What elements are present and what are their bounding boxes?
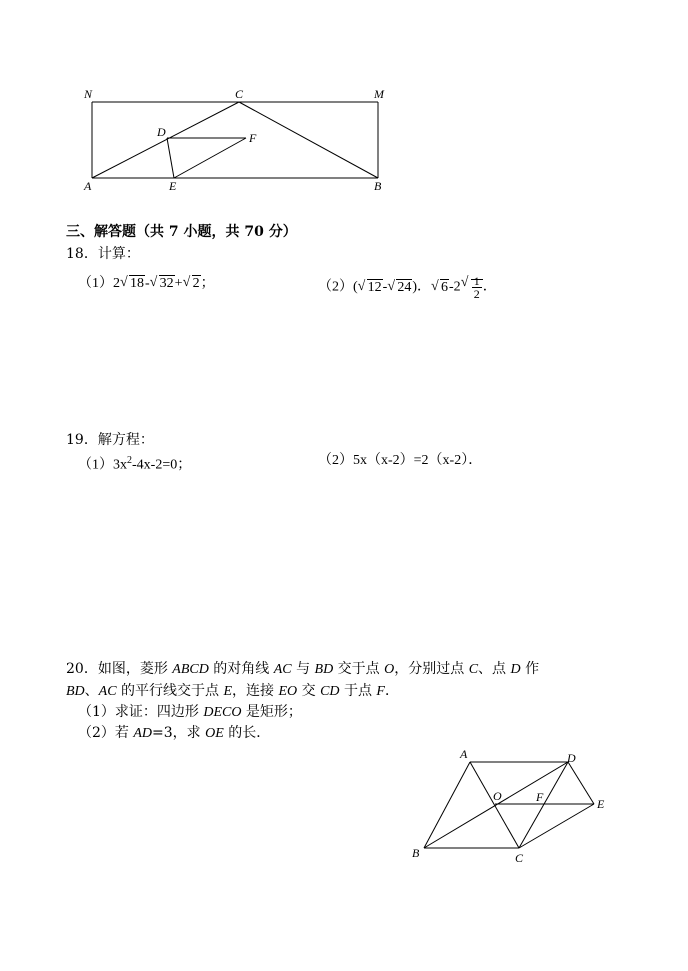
q18-p1-op1: - <box>145 276 150 291</box>
label-C: C <box>235 87 244 101</box>
q20-number: 20． <box>66 661 98 677</box>
q20-sub2-seg-2: =3，求 <box>152 725 206 741</box>
q20-line2-seg-7: 交 <box>297 683 321 699</box>
q18-p1-sqrt18: √ 18 <box>120 275 145 293</box>
q20-sub1-seg-2: 是矩形； <box>241 704 302 720</box>
q18-p1-end: ； <box>200 276 215 291</box>
q18-p1-sqrt2: √ 2 <box>183 275 201 293</box>
q19-p1-exp: 2 <box>127 455 132 466</box>
q20-sub2-seg-0: （2）若 <box>78 725 134 741</box>
q19-prompt: 解方程： <box>97 432 154 448</box>
q18-number: 18． <box>66 246 98 262</box>
q20-line1-seg-7: O <box>384 662 395 677</box>
q20-sub2-seg-4: 的长． <box>223 725 271 741</box>
label-C: C <box>515 851 524 865</box>
q20-line1-seg-12: 作 <box>520 661 540 677</box>
label-D: D <box>157 125 166 139</box>
q18-prompt: 计算： <box>97 246 140 262</box>
q18-p2-sqrt12: √ 12 <box>358 279 383 297</box>
q20-line2-seg-3: 的平行线交于点 <box>116 683 224 699</box>
q18-p2-sqrt24: √ 24 <box>387 279 412 297</box>
segment-BD <box>424 762 568 848</box>
segment-AB <box>424 762 470 848</box>
q18-p2-lparen: ( <box>353 279 358 295</box>
label-D: D <box>567 751 576 765</box>
label-N: N <box>84 87 93 101</box>
q18-part1-label: （1） <box>78 276 113 291</box>
label-B: B <box>412 846 420 860</box>
q18-part2-label: （2） <box>318 279 353 295</box>
q20-line2-seg-11: ． <box>384 683 399 699</box>
segment-CD <box>519 762 568 848</box>
q20-line1-seg-5: BD <box>314 662 334 677</box>
q20-line2-seg-4: E <box>223 684 233 699</box>
q20-line2-seg-8: CD <box>320 684 340 699</box>
q20-line1-seg-2: 的对角线 <box>208 661 274 677</box>
q20-line1-seg-9: C <box>468 662 479 677</box>
q20-line2-seg-9: 于点 <box>339 683 377 699</box>
q19-p1-b: -4x-2=0； <box>132 457 192 473</box>
q20-line2-seg-0: BD <box>66 684 85 699</box>
q20-line1-seg-1: ABCD <box>172 662 209 677</box>
q20-line2-seg-1: 、 <box>84 683 99 699</box>
label-E: E <box>169 179 177 193</box>
q20-line1-seg-6: 交于点 <box>333 661 385 677</box>
label-F: F <box>536 790 544 804</box>
segment-AC <box>470 762 519 848</box>
q20-line2-seg-6: EO <box>278 684 298 699</box>
q20-line2-seg-10: F <box>376 684 385 699</box>
q19-p1-a: 3x <box>113 457 127 473</box>
q19-part1-label: （1） <box>78 457 113 473</box>
segment-CE <box>519 804 594 848</box>
q20-line1-seg-0: 如图，菱形 <box>97 661 173 677</box>
q18-p2-sqrt6: √ 6 <box>431 279 449 297</box>
label-A: A <box>460 747 468 761</box>
q20-line2-seg-2: AC <box>98 684 117 699</box>
q20-sub1-seg-0: （1）求证：四边形 <box>78 704 204 720</box>
q20-sub2-seg-3: OE <box>205 726 224 741</box>
q18-p2-op1: - <box>382 279 388 295</box>
q18-p1-sqrt32: √ 32 <box>150 275 175 293</box>
q18-p2-end: ． <box>482 279 497 295</box>
q20-line1-seg-11: D <box>510 662 521 677</box>
q18-p1-coef: 2 <box>113 276 120 291</box>
q20-line2-seg-5: ，连接 <box>232 683 279 699</box>
q20-sub1-seg-1: DECO <box>203 705 242 720</box>
q20-line1-seg-10: 、点 <box>478 661 511 677</box>
label-A: A <box>84 179 92 193</box>
q20-sub2-seg-1: AD <box>133 726 153 741</box>
q19-number: 19． <box>66 432 98 448</box>
q18-p1-op2: + <box>174 276 183 291</box>
q20-line1-seg-4: 与 <box>291 661 315 677</box>
q18-p2-fraction: √ $\frac{1}{2}$ <box>473 274 480 301</box>
q18-p2-rparen: ) <box>412 279 418 295</box>
q19-part2-label: （2） <box>318 453 353 468</box>
label-E: E <box>597 797 605 811</box>
q20-line1-seg-8: ，分别过点 <box>394 661 469 677</box>
label-M: M <box>374 87 384 101</box>
q20-line1-seg-3: AC <box>273 662 292 677</box>
q18-p2-op2: -2 <box>449 279 461 295</box>
label-O: O <box>493 789 502 803</box>
q18-p2-sep: ． <box>417 279 432 295</box>
q19-p2-equation: 5x（x-2）=2（x-2）． <box>353 453 483 468</box>
segment-DE <box>568 762 594 804</box>
label-F: F <box>249 131 257 145</box>
section-title: 三、解答题（共 7 小题，共 70 分） <box>66 224 297 240</box>
label-B: B <box>374 179 382 193</box>
